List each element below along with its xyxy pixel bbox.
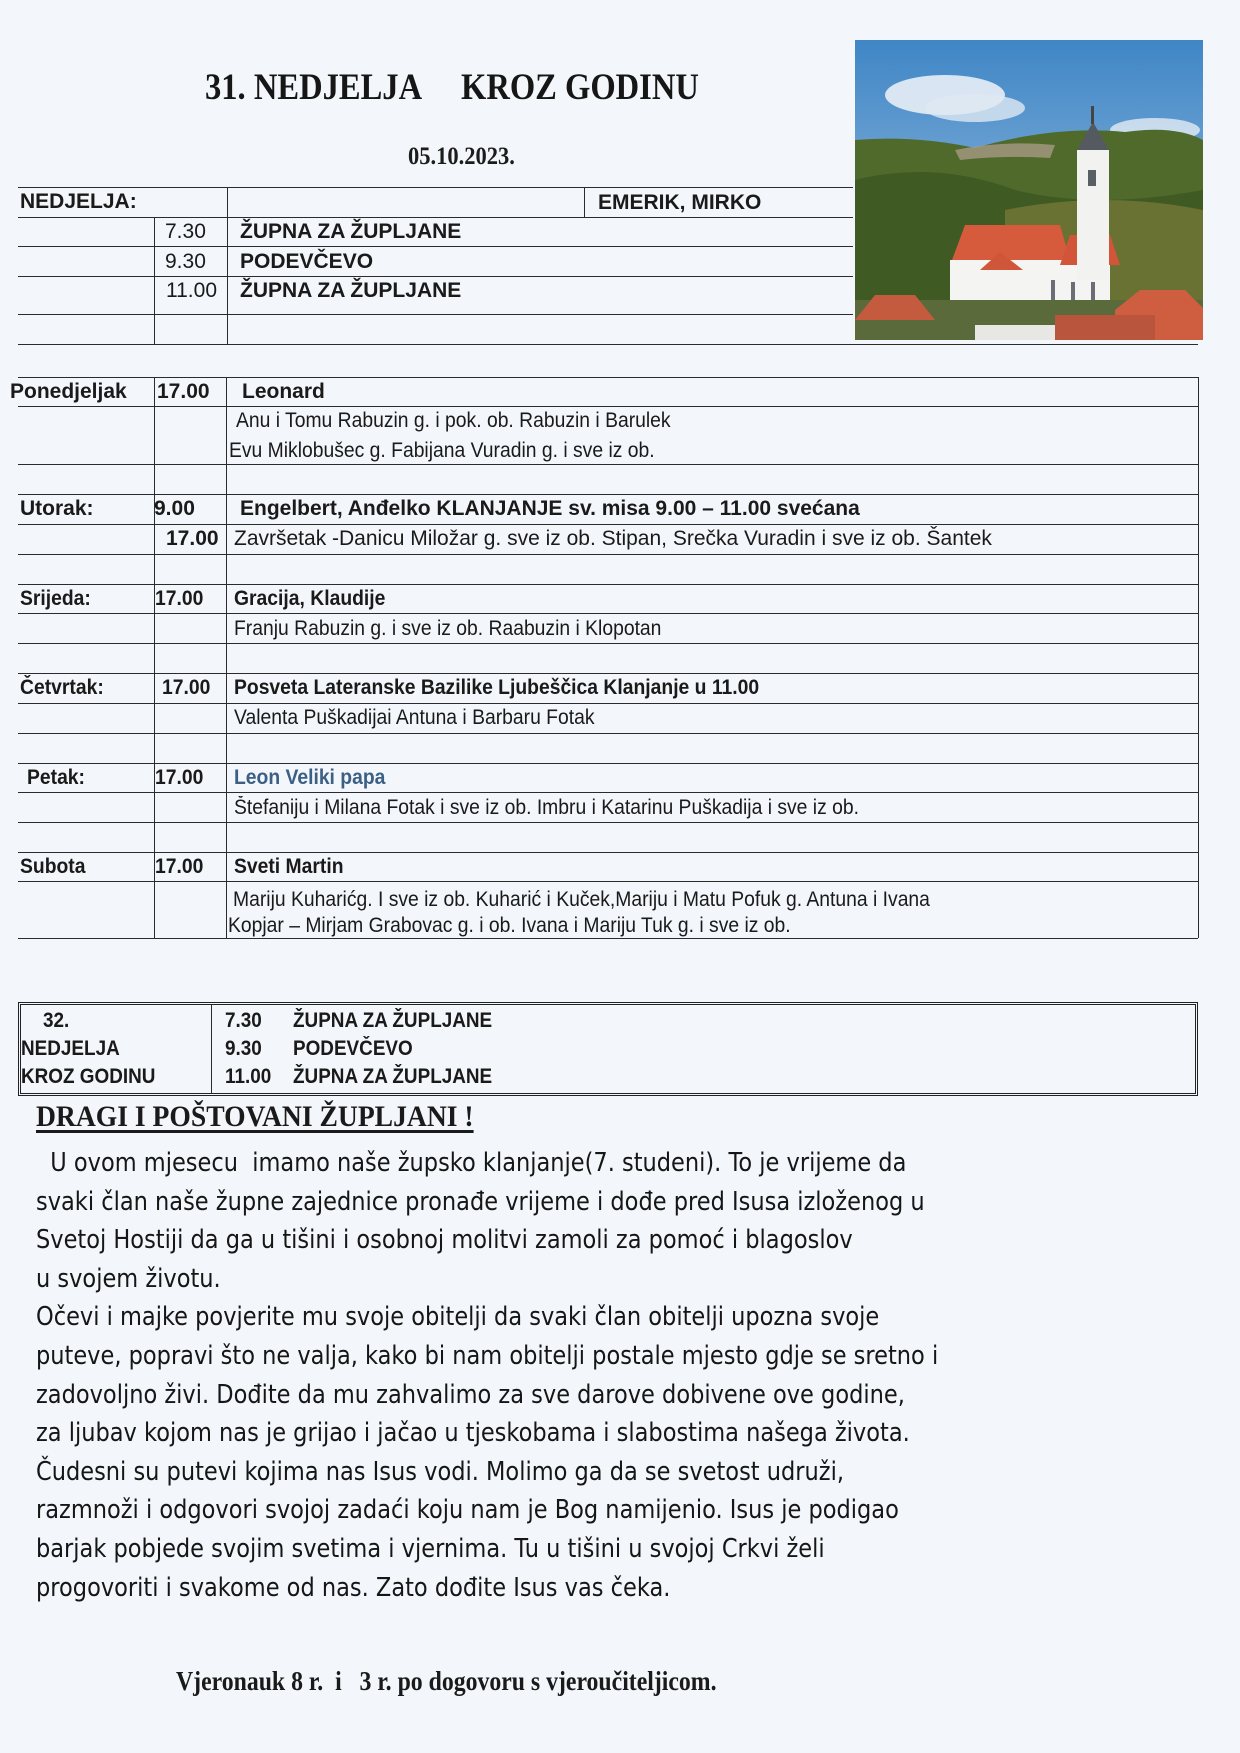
weekday-time: 17.00 — [157, 380, 210, 403]
message-line: puteve, popravi što ne valja, kako bi nam obitelji postale mjesto gdje se sretno i — [36, 1340, 939, 1371]
weekday-label: Četvrtak: — [20, 676, 104, 699]
sunday-mass-time: 11.00 — [166, 279, 217, 302]
message-line: svaki član naše župne zajednice pronađe vrijeme i dođe pred Isusa izloženog u — [36, 1186, 925, 1217]
next-sunday-label: KROZ GODINU — [21, 1065, 156, 1088]
church-image — [855, 40, 1203, 340]
weekday-label: Utorak: — [20, 497, 94, 520]
message-line: razmnoži i odgovori svojoj zadaći koju nam je Bog namijenio. Isus je podigao — [36, 1495, 899, 1526]
catechism-note: Vjeronauk 8 r. i 3 r. po dogovoru s vjeroučiteljicom. — [176, 1666, 717, 1696]
church-photo — [855, 40, 1203, 340]
next-mass-time: 11.00 — [225, 1065, 272, 1088]
next-mass-time: 9.30 — [225, 1037, 262, 1060]
bulletin-date: 05.10.2023. — [408, 143, 515, 170]
mass-intention: Valenta Puškadijai Antuna i Barbaru Fotak — [234, 706, 595, 729]
mass-intention: Štefaniju i Milana Fotak i sve iz ob. Imbru i Katarinu Puškadija i sve iz ob. — [234, 796, 859, 819]
message-line: Svetoj Hostiji da ga u tišini i osobnoj molitvi zamoli za pomoć i blagoslov — [36, 1225, 853, 1256]
next-sunday-number: 32. — [43, 1009, 70, 1032]
message-line: Čudesni su putevi kojima nas Isus vodi. Molimo ga da se svetost udruži, — [36, 1456, 844, 1487]
message-line: u svojem životu. — [36, 1263, 221, 1294]
weekday-time: 17.00 — [155, 855, 204, 878]
weekday-feast: Gracija, Klaudije — [234, 587, 386, 610]
message-line: zadovoljno živi. Dođite da mu zahvalimo za sve darove dobivene ove godine, — [36, 1379, 905, 1410]
next-mass-place: ŽUPNA ZA ŽUPLJANE — [293, 1009, 493, 1032]
next-mass-time: 7.30 — [225, 1009, 262, 1032]
mass-intention: Evu Miklobušec g. Fabijana Vuradin g. i sve iz ob. — [229, 439, 655, 462]
weekday-feast: Leonard — [242, 380, 325, 403]
message-body — [36, 1144, 1074, 1607]
sunday-day-label: NEDJELJA: — [20, 190, 137, 213]
next-sunday-box — [18, 1002, 1198, 1096]
message-line: U ovom mjesecu imamo naše župsko klanjanje(7. studeni). To je vrijeme da — [36, 1148, 907, 1178]
next-sunday-label: NEDJELJA — [21, 1037, 120, 1060]
weekday-feast: Engelbert, Anđelko KLANJANJE sv. misa 9.00 – 11.00 svećana — [240, 497, 860, 520]
bulletin-title: 31. NEDJELJA KROZ GODINU — [205, 67, 699, 108]
weekday-feast: Leon Veliki papa — [234, 766, 386, 789]
next-mass-place: ŽUPNA ZA ŽUPLJANE — [293, 1065, 493, 1088]
weekday-label: Petak: — [27, 766, 85, 789]
weekday-time: 17.00 — [155, 587, 204, 610]
message-line: za ljubav kojom nas je grijao i jačao u tjeskobama i slabostima našega života. — [36, 1418, 910, 1449]
mass-intention: Franju Rabuzin g. i sve iz ob. Raabuzin i Klopotan — [234, 617, 662, 640]
weekday-feast: Sveti Martin — [234, 855, 344, 878]
mass-intention: Završetak -Danicu Miložar g. sve iz ob. Stipan, Srečka Vuradin i sve iz ob. Šantek — [234, 527, 992, 550]
mass-intention: Kopjar – Mirjam Grabovac g. i ob. Ivana i Mariju Tuk g. i sve iz ob. — [228, 914, 791, 937]
sunday-saints: EMERIK, MIRKO — [598, 191, 762, 214]
sunday-mass-place: ŽUPNA ZA ŽUPLJANE — [240, 279, 462, 302]
message-line: barjak pobjede svojim svetima i vjernima. Tu u tišini u svojoj Crkvi želi — [36, 1533, 825, 1564]
weekday-time: 17.00 — [162, 676, 211, 699]
weekday-time-second: 17.00 — [166, 527, 219, 550]
message-greeting: DRAGI I POŠTOVANI ŽUPLJANI ! — [36, 1100, 474, 1133]
sunday-mass-place: ŽUPNA ZA ŽUPLJANE — [240, 220, 462, 243]
message-line: progovoriti i svakome od nas. Zato dođite Isus vas čeka. — [36, 1572, 671, 1603]
weekday-label: Ponedjeljak — [10, 380, 127, 403]
next-mass-place: PODEVČEVO — [293, 1037, 413, 1060]
mass-intention: Mariju Kuharićg. I sve iz ob. Kuharić i Kuček,Mariju i Matu Pofuk g. Antuna i Ivana — [233, 888, 930, 911]
sunday-mass-time: 9.30 — [165, 250, 206, 273]
weekday-label: Subota — [20, 855, 86, 878]
message-line: Očevi i majke povjerite mu svoje obitelji da svaki član obitelji upozna svoje — [36, 1302, 880, 1333]
weekday-time: 9.00 — [154, 497, 195, 520]
mass-intention: Anu i Tomu Rabuzin g. i pok. ob. Rabuzin i Barulek — [236, 409, 671, 432]
weekday-feast: Posveta Lateranske Bazilike Ljubeščica Klanjanje u 11.00 — [234, 676, 760, 699]
weekday-label: Srijeda: — [20, 587, 91, 610]
weekday-time: 17.00 — [155, 766, 204, 789]
sunday-mass-time: 7.30 — [165, 220, 206, 243]
sunday-mass-place: PODEVČEVO — [240, 250, 374, 273]
